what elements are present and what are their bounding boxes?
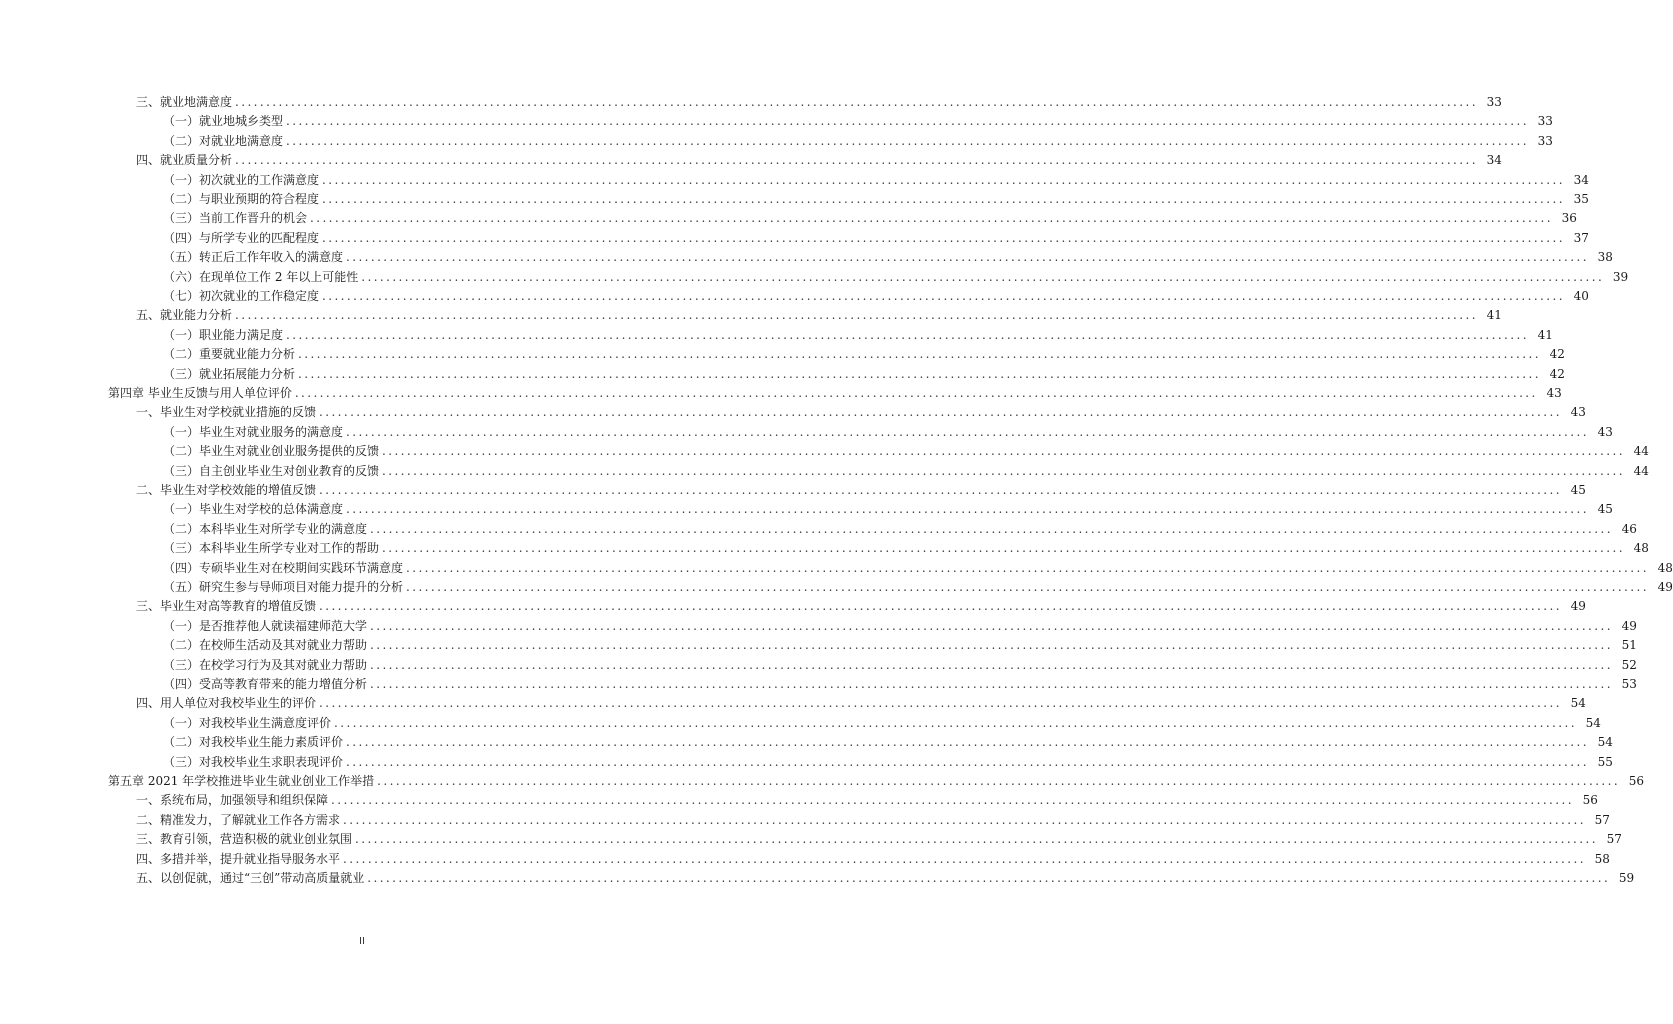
toc-entry-page: 33 [1486,95,1502,109]
toc-entry-page: 56 [1628,774,1645,788]
toc-entry[interactable] [136,594,1586,614]
toc-entry-title: （四）受高等教育带来的能力增值分析 [163,677,368,691]
toc-dot-leader: ........................................................................................................................................................................................................ [346,754,1589,769]
toc-entry-title: （二）对我校毕业生能力素质评价 [163,735,344,750]
toc-entry[interactable] [108,381,1562,400]
toc-entry-page: 45 [1570,483,1586,497]
toc-dot-leader: ........................................................................................................................................................................................................ [322,289,1565,303]
toc-entry-page: 57 [1594,812,1610,827]
toc-entry[interactable] [136,788,1598,808]
toc-dot-leader: ........................................................................................................................................................................................................ [382,463,1625,478]
toc-entry-page: 35 [1573,192,1589,206]
toc-entry-title: 四、用人单位对我校毕业生的评价 [136,696,317,711]
toc-entry-page: 49 [1621,618,1637,633]
toc-dot-leader: ........................................................................................................................................................................................................ [319,599,1562,614]
toc-entry-page: 46 [1621,521,1637,536]
toc-entry-page: 48 [1657,560,1673,575]
toc-entry-page: 34 [1486,153,1502,168]
toc-entry-title: 第四章 毕业生反馈与用人单位评价 [108,386,292,400]
page-number: II [359,936,365,947]
toc-entry[interactable] [136,303,1502,323]
toc-entry[interactable] [163,730,1613,750]
toc-dot-leader: ........................................................................................................................................................................................................ [235,153,1478,168]
toc-entry-page: 58 [1594,851,1610,866]
toc-entry[interactable] [163,633,1637,653]
toc-entry-title: 四、多措并举，提升就业指导服务水平 [136,851,341,866]
toc-entry[interactable] [136,866,1635,885]
toc-dot-leader: ........................................................................................................................................................................................................ [382,541,1625,556]
toc-entry-title: （一）对我校毕业生满意度评价 [163,715,332,730]
toc-dot-leader: ........................................................................................................................................................................................................ [286,327,1529,342]
toc-entry[interactable] [163,459,1649,478]
toc-entry-page: 37 [1573,230,1589,245]
toc-entry-page: 42 [1549,347,1565,362]
toc-dot-leader: ........................................................................................................................................................................................................ [322,230,1565,245]
toc-entry[interactable] [163,672,1637,691]
toc-dot-leader: ........................................................................................................................................................................................................ [355,832,1598,847]
toc-entry[interactable] [163,284,1589,303]
toc-entry-title: （五）研究生参与导师项目对能力提升的分析 [163,580,404,594]
toc-entry-title: （三）本科毕业生所学专业对工作的帮助 [163,541,380,556]
toc-entry-title: （四）与所学专业的匹配程度 [163,230,320,245]
toc-entry-title: 四、就业质量分析 [136,153,233,168]
toc-dot-leader: ........................................................................................................................................................................................................ [310,211,1553,226]
toc-entry-page: 49 [1570,599,1586,614]
toc-entry[interactable] [163,168,1589,187]
toc-entry-title: （一）职业能力满足度 [163,327,284,342]
toc-dot-leader: ........................................................................................................................................................................................................ [294,386,1538,400]
toc-entry-page: 59 [1618,871,1635,885]
toc-entry-page: 34 [1573,172,1589,187]
toc-entry-title: 一、毕业生对学校就业措施的反馈 [136,405,317,420]
toc-entry-title: （二）对就业地满意度 [163,133,284,148]
toc-entry[interactable] [136,847,1610,866]
toc-entry-page: 45 [1597,502,1613,517]
toc-entry[interactable] [136,148,1502,168]
toc-entry-page: 43 [1570,405,1586,420]
toc-entry[interactable] [163,653,1637,672]
toc-dot-leader: ........................................................................................................................................................................................................ [319,405,1562,420]
toc-entry-title: （七）初次就业的工作稳定度 [163,289,320,303]
toc-entry-page: 41 [1537,327,1553,342]
toc-entry-page: 53 [1621,677,1637,691]
toc-dot-leader: ........................................................................................................................................................................................................ [370,638,1613,653]
toc-entry-title: 一、系统布局，加强领导和组织保障 [136,793,329,808]
toc-entry-page: 56 [1582,793,1598,808]
toc-dot-leader: ........................................................................................................................................................................................................ [346,424,1589,439]
toc-entry-title: 五、以创促就，通过“三创”带动高质量就业 [136,871,365,885]
toc-entry-page: 49 [1657,580,1673,594]
toc-entry[interactable] [163,614,1637,633]
toc-entry-title: （二）重要就业能力分析 [163,347,296,362]
toc-entry-title: 三、就业地满意度 [136,95,233,109]
toc-entry-title: （三）在校学习行为及其对就业力帮助 [163,657,368,672]
toc-dot-leader: ........................................................................................................................................................................................................ [322,192,1565,206]
toc-dot-leader: ........................................................................................................................................................................................................ [370,521,1613,536]
toc-dot-leader: ........................................................................................................................................................................................................ [286,114,1529,129]
toc-entry-title: （一）是否推荐他人就读福建师范大学 [163,618,368,633]
toc-entry-title: （三）当前工作晋升的机会 [163,211,308,226]
toc-entry[interactable] [136,90,1502,109]
toc-entry-title: （一）初次就业的工作满意度 [163,172,320,187]
toc-entry-page: 33 [1537,133,1553,148]
toc-entry-title: 第五章 2021 年学校推进毕业生就业创业工作举措 [108,774,375,788]
toc-dot-leader: ........................................................................................................................................................................................................ [235,308,1478,323]
toc-entry[interactable] [163,575,1673,594]
toc-entry[interactable] [163,342,1565,362]
toc-entry-page: 55 [1597,754,1613,769]
toc-entry-title: （二）在校师生活动及其对就业力帮助 [163,638,368,653]
toc-dot-leader: ........................................................................................................................................................................................................ [370,657,1613,672]
toc-entry-page: 38 [1597,250,1613,265]
toc-entry-page: 54 [1585,715,1601,730]
toc-entry[interactable] [163,109,1553,129]
toc-dot-leader: ........................................................................................................................................................................................................ [406,580,1649,594]
toc-entry-title: （二）本科毕业生对所学专业的满意度 [163,521,368,536]
toc-dot-leader: ........................................................................................................................................................................................................ [286,133,1529,148]
toc-entry-title: （五）转正后工作年收入的满意度 [163,250,344,265]
toc-entry[interactable] [163,517,1637,536]
toc-dot-leader: ........................................................................................................................................................................................................ [367,871,1611,885]
toc-dot-leader: ........................................................................................................................................................................................................ [346,250,1589,265]
toc-entry[interactable] [163,497,1613,517]
toc-entry[interactable] [163,536,1649,556]
toc-dot-leader: ........................................................................................................................................................................................................ [361,269,1605,284]
toc-entry[interactable] [163,245,1613,265]
toc-entry[interactable] [163,206,1577,226]
toc-entry-title: （二）与职业预期的符合程度 [163,192,320,206]
toc-entry[interactable] [163,362,1565,381]
toc-dot-leader: ........................................................................................................................................................................................................ [298,366,1541,381]
toc-dot-leader: ........................................................................................................................................................................................................ [298,347,1541,362]
toc-entry-title: （四）专硕毕业生对在校期间实践环节满意度 [163,560,404,575]
toc-dot-leader: ........................................................................................................................................................................................................ [343,812,1586,827]
toc-dot-leader: ........................................................................................................................................................................................................ [235,95,1478,109]
toc-entry[interactable] [163,420,1613,439]
toc-entry[interactable] [136,400,1586,420]
toc-dot-leader: ........................................................................................................................................................................................................ [334,715,1577,730]
toc-entry[interactable] [163,226,1589,245]
toc-entry-page: 43 [1546,386,1562,400]
toc-entry[interactable] [136,808,1610,827]
toc-entry-title: （三）自主创业毕业生对创业教育的反馈 [163,463,380,478]
toc-entry-title: （一）毕业生对就业服务的满意度 [163,424,344,439]
toc-dot-leader: ........................................................................................................................................................................................................ [406,560,1649,575]
toc-dot-leader: ........................................................................................................................................................................................................ [382,444,1625,459]
toc-entry[interactable] [163,323,1553,342]
toc-dot-leader: ........................................................................................................................................................................................................ [346,502,1589,517]
toc-entry-title: （六）在现单位工作 2 年以上可能性 [163,269,359,284]
toc-entry-title: 三、教育引领，营造积极的就业创业氛围 [136,832,353,847]
toc-dot-leader: ........................................................................................................................................................................................................ [343,851,1586,866]
toc-dot-leader: ........................................................................................................................................................................................................ [319,483,1562,497]
toc-entry[interactable] [136,478,1586,497]
toc-entry-page: 57 [1606,832,1622,847]
toc-dot-leader: ........................................................................................................................................................................................................ [319,696,1562,711]
toc-dot-leader: ........................................................................................................................................................................................................ [370,677,1613,691]
toc-entry[interactable] [163,265,1629,284]
toc-entry[interactable] [108,769,1645,788]
toc-entry-page: 51 [1621,638,1637,653]
toc-dot-leader: ........................................................................................................................................................................................................ [377,774,1621,788]
toc-entry[interactable] [163,711,1601,730]
toc-entry-page: 48 [1633,541,1649,556]
toc-entry-page: 54 [1597,735,1613,750]
toc-entry-title: （三）就业拓展能力分析 [163,366,296,381]
toc-entry-page: 40 [1573,289,1589,303]
toc-entry[interactable] [163,556,1673,575]
toc-entry-page: 44 [1633,444,1649,459]
toc-entry-page: 43 [1597,424,1613,439]
toc-entry-page: 42 [1549,366,1565,381]
toc-entry-title: （一）毕业生对学校的总体满意度 [163,502,344,517]
toc-entry-page: 33 [1537,114,1553,129]
toc-entry-page: 39 [1612,269,1629,284]
toc-dot-leader: ........................................................................................................................................................................................................ [331,793,1574,808]
toc-entry-title: （二）毕业生对就业创业服务提供的反馈 [163,444,380,459]
toc-dot-leader: ........................................................................................................................................................................................................ [346,735,1589,750]
toc-entry-page: 44 [1633,463,1649,478]
toc-entry-page: 52 [1621,657,1637,672]
toc-dot-leader: ........................................................................................................................................................................................................ [322,172,1565,187]
toc-entry[interactable] [136,691,1586,711]
toc-entry[interactable] [136,827,1622,847]
toc-entry-page: 54 [1570,696,1586,711]
toc-entry-title: 二、毕业生对学校效能的增值反馈 [136,483,317,497]
toc-entry-title: 三、毕业生对高等教育的增值反馈 [136,599,317,614]
toc-entry[interactable] [163,129,1553,148]
toc-entry-page: 41 [1486,308,1502,323]
toc-entry-title: （三）对我校毕业生求职表现评价 [163,754,344,769]
toc-dot-leader: ........................................................................................................................................................................................................ [370,618,1613,633]
toc-entry-page: 36 [1561,211,1577,226]
toc-entry-title: 五、就业能力分析 [136,308,233,323]
toc-entry-title: （一）就业地城乡类型 [163,114,284,129]
toc-entry-title: 二、精准发力，了解就业工作各方需求 [136,812,341,827]
toc-entry[interactable] [163,439,1649,459]
toc-entry[interactable] [163,187,1589,206]
toc-entry[interactable] [163,750,1613,769]
